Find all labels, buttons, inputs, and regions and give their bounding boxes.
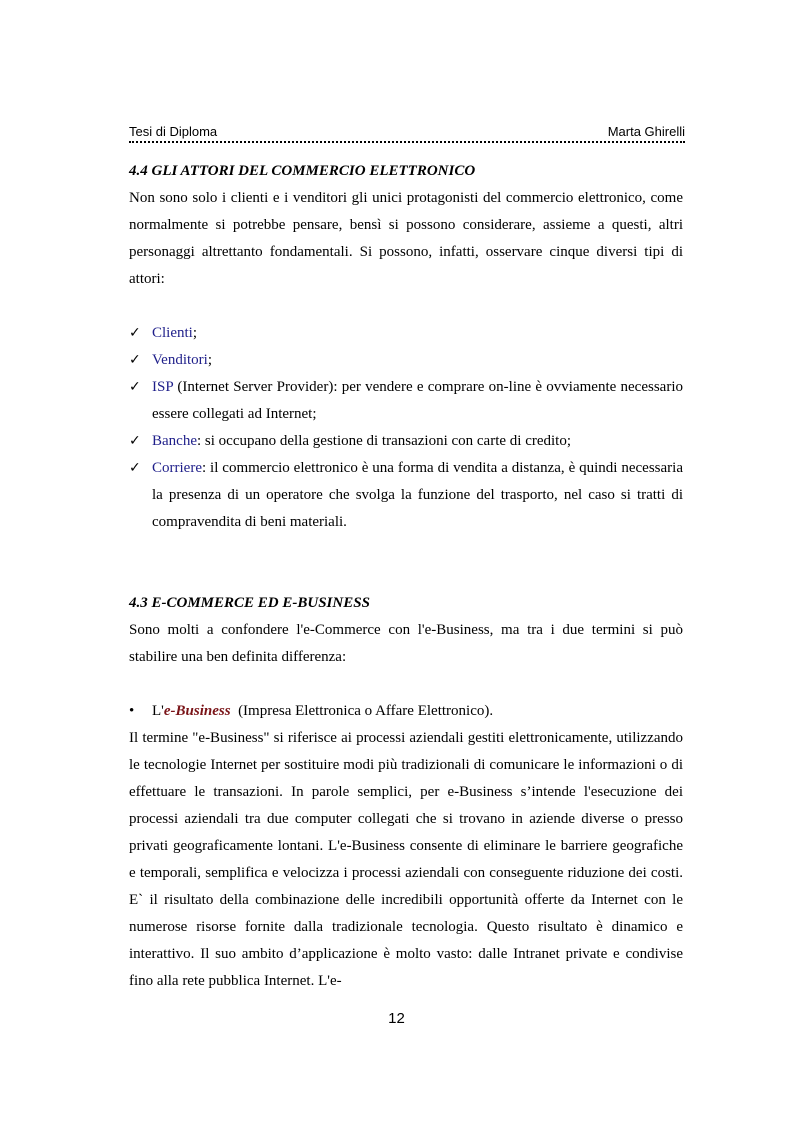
section-intro-ebusiness: Sono molti a confondere l'e-Commerce con l'e-Business, ma tra i due termini si può stabilire una ben definita differenza: xyxy=(129,622,683,665)
header-author: Marta Ghirelli xyxy=(607,124,685,139)
section-intro-actors: Non sono solo i clienti e i venditori gli unici protagonisti del commercio elettronico, come normalmente si potrebbe pensare, bensì si possono considerare, assieme a questi, altri personaggi altrettanto fondamentali. Si possono, infatti, osservare cinque diversi tipi di attori: xyxy=(129,190,683,287)
section-heading-ebusiness: 4.3 E-COMMERCE ED E-BUSINESS xyxy=(129,595,370,611)
spacer xyxy=(129,536,683,563)
check-icon: ✓ xyxy=(129,460,141,476)
page-content xyxy=(129,158,683,995)
actor-text: : il commercio elettronico è una forma di vendita a distanza, è quindi necessaria la presenza di un operatore che svolga la funzione del trasporto, nel caso si tratti di compravendita di beni materiali. xyxy=(152,460,683,530)
list-item xyxy=(129,320,683,347)
section-heading-actors: 4.4 GLI ATTORI DEL COMMERCIO ELETTRONICO xyxy=(129,163,476,179)
bullet-prefix: L' xyxy=(152,703,164,719)
check-icon: ✓ xyxy=(129,325,141,341)
list-item xyxy=(129,698,683,725)
actor-term: Banche xyxy=(152,433,197,449)
list-item xyxy=(129,347,683,374)
check-icon: ✓ xyxy=(129,379,141,395)
actor-term: Corriere xyxy=(152,460,202,476)
actor-text: ; xyxy=(192,325,198,341)
actor-text: (Internet Server Provider): per vendere e comprare on-line è ovviamente necessario essere collegati ad Internet; xyxy=(152,379,683,422)
actor-term: Venditori xyxy=(152,352,208,368)
check-icon: ✓ xyxy=(129,433,141,449)
ebusiness-term: e-Business xyxy=(163,703,231,719)
spacer xyxy=(129,671,683,698)
actor-term: Clienti xyxy=(152,325,193,341)
list-item xyxy=(129,374,683,428)
check-icon: ✓ xyxy=(129,352,141,368)
page-number: 12 xyxy=(388,1010,405,1027)
bullet-rest: (Impresa Elettronica o Affare Elettronico). xyxy=(230,703,494,719)
bullet-icon: • xyxy=(129,703,135,719)
actors-list xyxy=(129,320,683,536)
ebusiness-body: Il termine "e-Business" si riferisce ai processi aziendali gestiti elettronicamente, utilizzando le tecnologie Internet per sostituire modi più tradizionali di comunicare le informazioni o di effettuare le transazioni. In parole semplici, per e-Business s’intende l'esecuzione dei processi aziendali tra due computer collegati che si trovano in aziende diverse o presso privati geograficamente lontani. L'e-Business consente di eliminare le barriere geografiche e temporali, semplifica e velocizza i processi aziendali con conseguente riduzione dei costi. E` il risultato della combinazione delle incredibili opportunità offerte da Internet con le numerose risorse fornite dalla tradizionale tecnologia. Questo risultato è dinamico e interattivo. Il suo ambito d’applicazione è molto vasto: dalle Intranet private e condivise fino alla rete pubblica Internet. L'e- xyxy=(129,730,683,989)
list-item xyxy=(129,428,683,455)
list-item xyxy=(129,455,683,536)
header-title: Tesi di Diploma xyxy=(129,124,218,139)
spacer xyxy=(129,293,683,320)
actor-text: : si occupano della gestione di transazioni con carte di credito; xyxy=(196,433,572,449)
page-header xyxy=(129,124,685,143)
actor-term: ISP xyxy=(152,379,174,395)
spacer xyxy=(129,563,683,590)
ebusiness-list xyxy=(129,698,683,725)
actor-text: ; xyxy=(207,352,212,368)
